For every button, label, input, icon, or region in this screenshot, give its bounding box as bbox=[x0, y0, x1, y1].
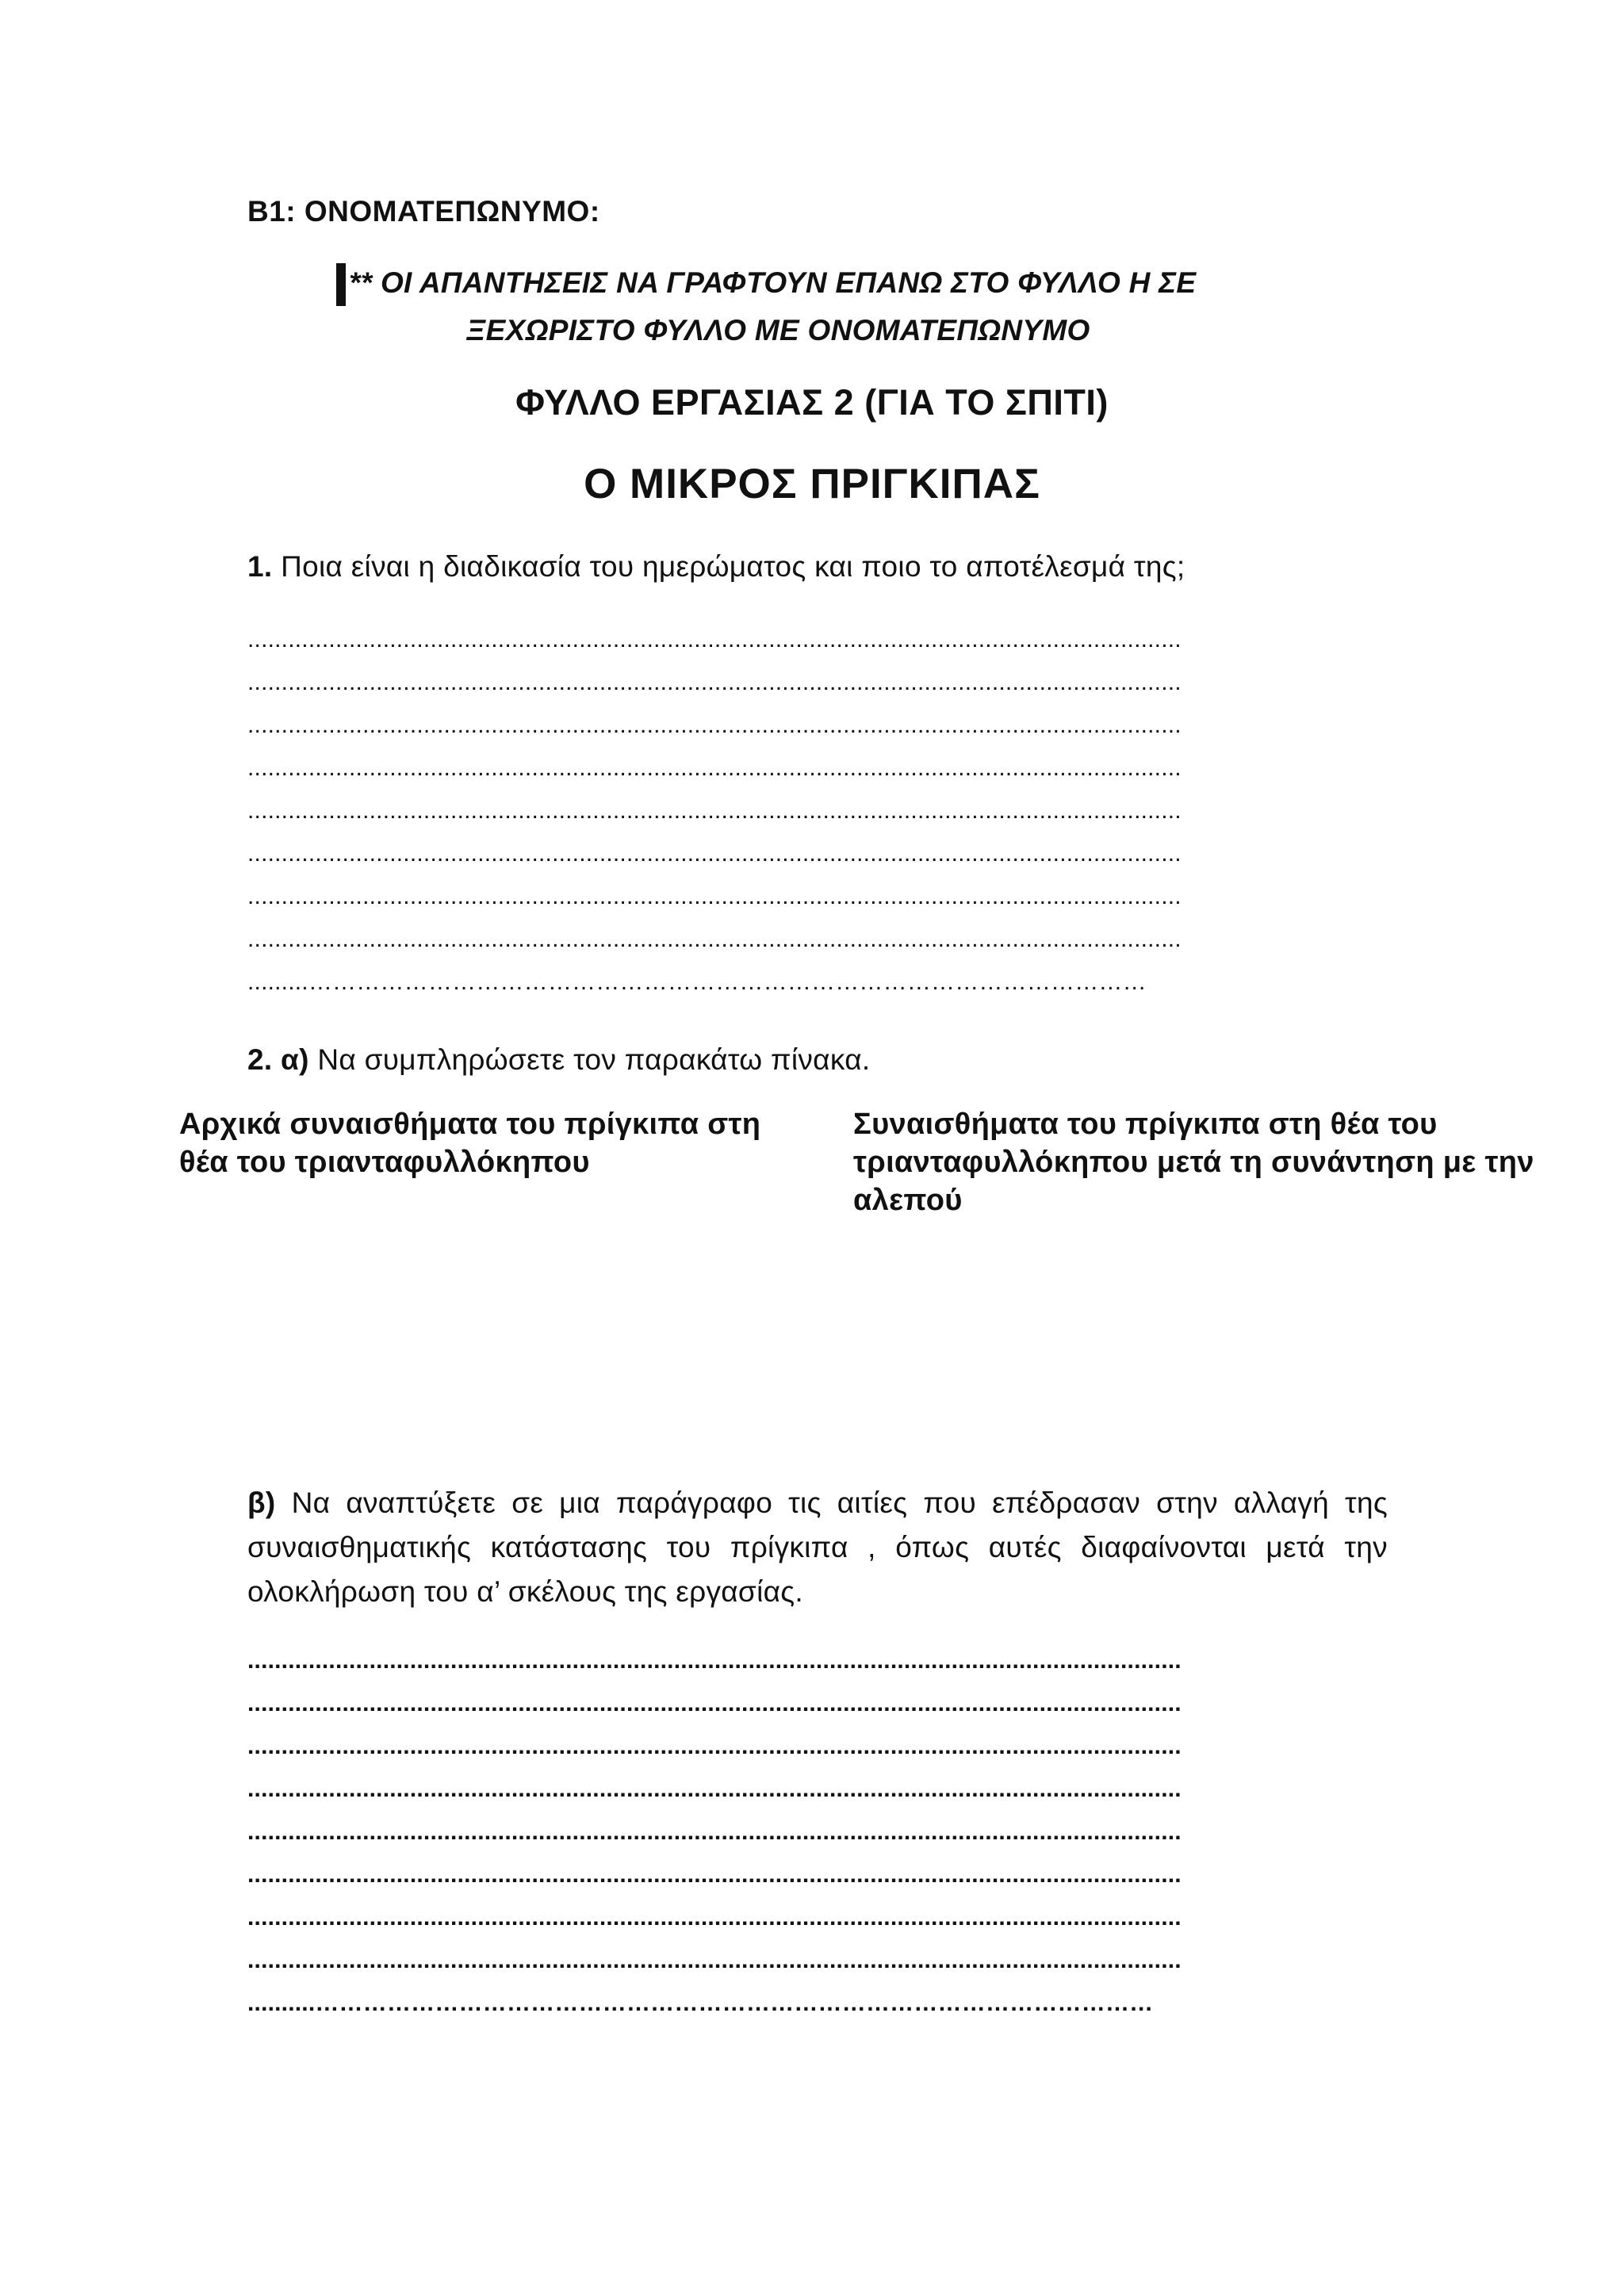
question-2b-text: Να αναπτύξετε σε μια παράγραφο τις αιτίες που επέδρασαν στην αλλαγή της συναισθηματικής κατάστασης του πρίγκιπα , όπως αυτές διαφαίνονται μετά την ολοκλήρωση του α’ σκέλους της εργασίας. bbox=[247, 1487, 1388, 1608]
question-1 bbox=[247, 550, 1185, 584]
answer-line-2b-2[interactable]: .......................................................................................................................................... bbox=[247, 1690, 1182, 1716]
question-2b-label: β) bbox=[247, 1487, 276, 1519]
question-2a bbox=[247, 1043, 871, 1077]
question-2a-number: 2. α) bbox=[247, 1043, 309, 1076]
answer-line-2b-3[interactable]: .......................................................................................................................................... bbox=[247, 1733, 1182, 1759]
answer-line-1-7[interactable]: .......................................................................................................................................... bbox=[247, 883, 1182, 909]
answer-line-1-9[interactable]: .........…………………………………………………………………………………………… bbox=[247, 969, 1147, 995]
answer-line-2b-5[interactable]: .......................................................................................................................................... bbox=[247, 1819, 1182, 1845]
worksheet-title: ΦΥΛΛΟ ΕΡΓΑΣΙΑΣ 2 (ΓΙΑ ΤΟ ΣΠΙΤΙ) bbox=[515, 382, 1109, 423]
answer-line-1-3[interactable]: .......................................................................................................................................... bbox=[247, 712, 1182, 738]
name-label: Β1: ΟΝΟΜΑΤΕΠΩΝΥΜΟ: bbox=[247, 195, 600, 228]
question-1-number: 1. bbox=[247, 550, 273, 583]
table-col-2-header: Συναισθήματα του πρίγκιπα στη θέα του τριανταφυλλόκηπου μετά τη συνάντηση με την αλεπού bbox=[853, 1108, 1534, 1217]
answer-line-1-4[interactable]: .......................................................................................................................................... bbox=[247, 755, 1182, 781]
answer-line-1-8[interactable]: .......................................................................................................................................... bbox=[247, 926, 1182, 952]
question-1-text: Ποια είναι η διαδικασία του ημερώματος και ποιο το αποτέλεσμά της; bbox=[281, 550, 1185, 583]
answer-line-2b-8[interactable]: .......................................................................................................................................... bbox=[247, 1947, 1182, 1973]
note-line-2: ΞΕΧΩΡΙΣΤΟ ΦΥΛΛΟ ΜΕ ΟΝΟΜΑΤΕΠΩΝΥΜΟ bbox=[466, 314, 1090, 346]
table-col-2-answer-area[interactable] bbox=[853, 1229, 1551, 1427]
answer-line-1-2[interactable]: .......................................................................................................................................... bbox=[247, 669, 1182, 695]
table-col-1-answer-area[interactable] bbox=[179, 1189, 814, 1427]
answer-line-2b-9[interactable]: ..........…………………………………………………………………………………………… bbox=[247, 1990, 1154, 2016]
answer-line-2b-7[interactable]: .......................................................................................................................................... bbox=[247, 1904, 1182, 1931]
answer-line-1-1[interactable]: .......................................................................................................................................... bbox=[247, 626, 1182, 652]
table-col-1-header: Αρχικά συναισθήματα του πρίγκιπα στη θέα του τριανταφυλλόκηπου bbox=[179, 1108, 761, 1179]
question-2b bbox=[247, 1481, 1388, 1614]
note-line-1: ** ΟΙ ΑΠΑΝΤΗΣΕΙΣ ΝΑ ΓΡΑΦΤΟΥΝ ΕΠΑΝΩ ΣΤΟ ΦΥΛΛΟ Η ΣΕ bbox=[349, 266, 1197, 299]
answer-line-2b-4[interactable]: .......................................................................................................................................... bbox=[247, 1776, 1182, 1802]
question-2a-text: Να συμπληρώσετε τον παρακάτω πίνακα. bbox=[317, 1043, 871, 1076]
answer-line-1-5[interactable]: .......................................................................................................................................... bbox=[247, 798, 1182, 824]
answer-line-1-6[interactable]: .......................................................................................................................................... bbox=[247, 840, 1182, 867]
answer-line-2b-6[interactable]: .......................................................................................................................................... bbox=[247, 1862, 1182, 1888]
note-marker-bar bbox=[336, 263, 346, 306]
story-title: Ο ΜΙΚΡΟΣ ΠΡΙΓΚΙΠΑΣ bbox=[584, 461, 1040, 507]
answer-line-2b-1[interactable]: .......................................................................................................................................... bbox=[247, 1647, 1182, 1674]
